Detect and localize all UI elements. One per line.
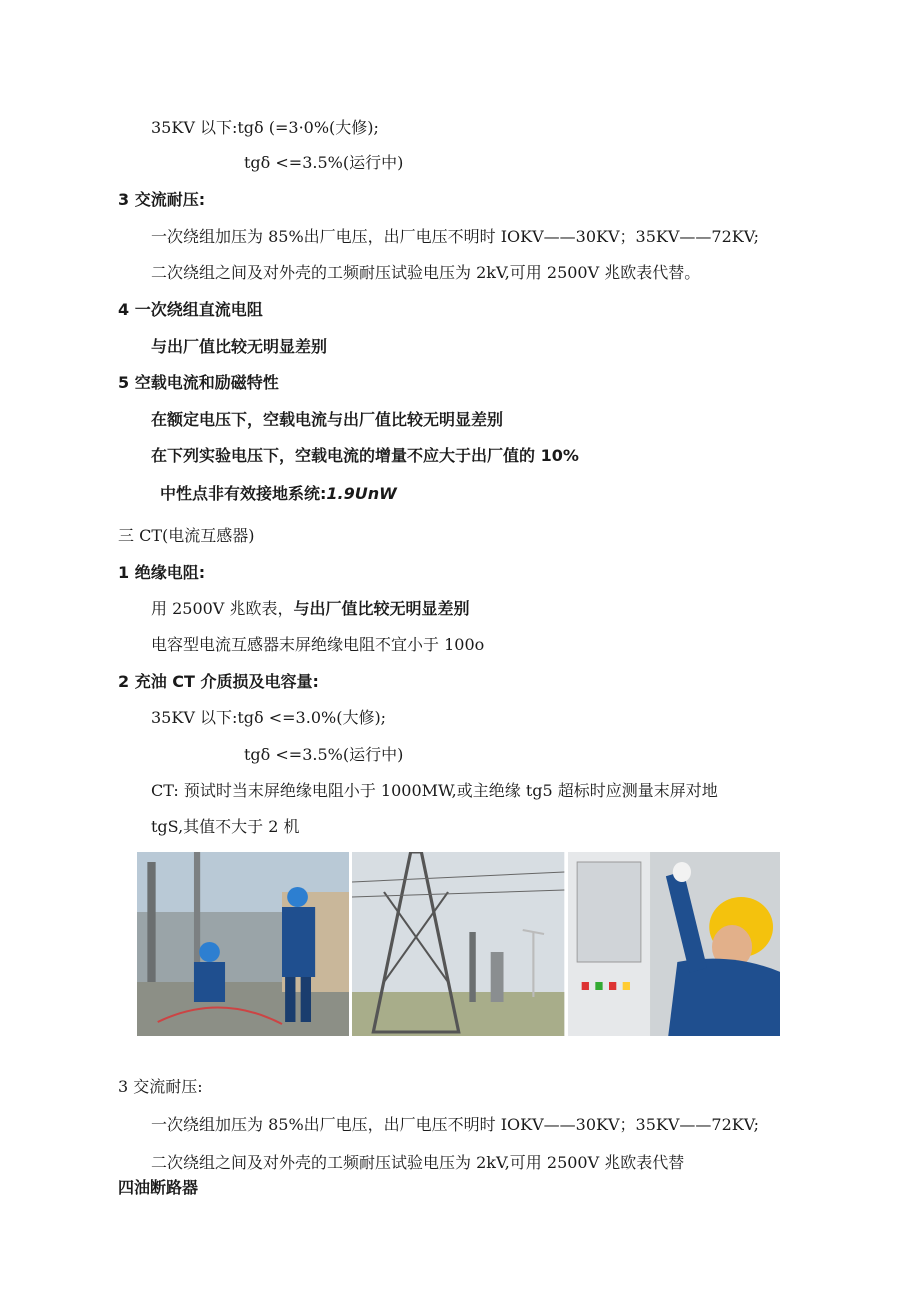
text-line: tgS,其值不大于 2 机 <box>151 817 300 836</box>
text-line: CT: 预试时当末屏绝缘电阻小于 1000MW,或主绝缘 tg5 超标时应测量末屏对地 <box>151 781 718 800</box>
section-heading: 1 绝缘电阻: <box>118 563 206 582</box>
text-line: 与出厂值比较无明显差别 <box>151 337 328 356</box>
text-segment-bold: 与出厂值比较无明显差别 <box>293 599 470 618</box>
workers-in-substation <box>137 852 349 1036</box>
text-segment: 中性点非有效接地系统: <box>160 484 327 503</box>
text-line: 二次绕组之间及对外壳的工频耐压试验电压为 2kV,可用 2500V 兆欧表代替。 <box>151 263 701 282</box>
section-heading: 三 CT(电流互感器) <box>118 526 255 545</box>
text-line: 在额定电压下，空载电流与出厂值比较无明显差别 <box>151 410 504 429</box>
formula: 1.9UnW <box>326 484 397 503</box>
section-heading: 四油断路器 <box>118 1178 199 1197</box>
section-heading: 3 交流耐压: <box>118 190 206 209</box>
section-heading: 4 一次绕组直流电阻 <box>118 300 263 319</box>
section-heading: 2 充油 CT 介质损及电容量: <box>118 672 319 691</box>
text-line: 35KV 以下:tgδ <=3.0%(大修); <box>151 708 387 727</box>
text-line: 二次绕组之间及对外壳的工频耐压试验电压为 2kV,可用 2500V 兆欧表代替 <box>151 1153 685 1172</box>
text-line: 在下列实验电压下，空载电流的增量不应大于出厂值的 10% <box>151 446 579 465</box>
technician-at-panel <box>568 852 780 1036</box>
section-heading: 5 空载电流和励磁特性 <box>118 373 279 392</box>
text-line: 电容型电流互感器末屏绝缘电阻不宜小于 100o <box>151 635 485 654</box>
text-segment: 用 2500V 兆欧表， <box>151 599 294 618</box>
text-line <box>151 599 469 619</box>
section-heading: 3 交流耐压: <box>118 1077 203 1096</box>
photo-strip <box>137 852 780 1036</box>
text-line: 一次绕组加压为 85%出厂电压，出厂电压不明时 IOKV——30KV；35KV——72KV; <box>151 1115 760 1134</box>
transmission-tower <box>352 852 564 1036</box>
text-line: tgδ <=3.5%(运行中) <box>244 153 404 172</box>
text-line: 35KV 以下:tgδ (=3·0%(大修); <box>151 118 379 137</box>
text-line <box>160 484 397 504</box>
text-line: tgδ <=3.5%(运行中) <box>244 745 404 764</box>
text-line: 一次绕组加压为 85%出厂电压，出厂电压不明时 IOKV——30KV；35KV——72KV; <box>151 227 760 246</box>
